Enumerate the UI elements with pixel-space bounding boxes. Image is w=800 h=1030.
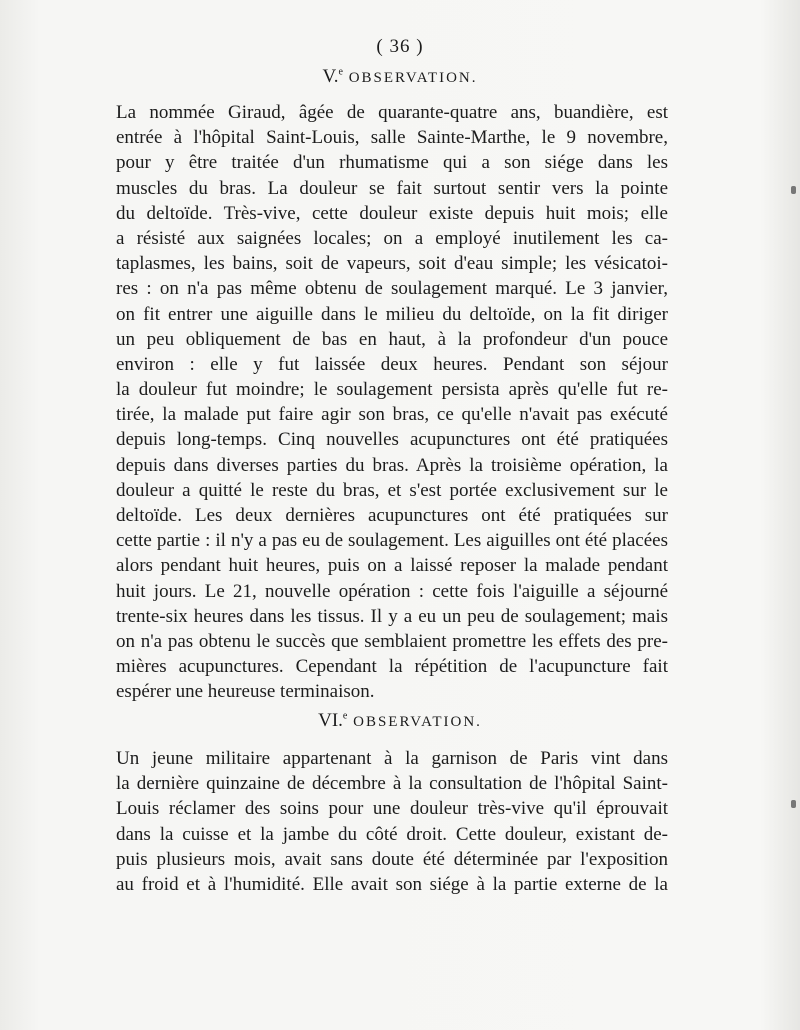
text-line: la dernière quinzaine de décembre à la consultation de l'hôpital Saint- — [116, 773, 668, 795]
text-line: alors pendant huit heures, puis on a laissé reposer la malade pendant — [116, 555, 668, 577]
text-line: entrée à l'hôpital Saint-Louis, salle Sainte-Marthe, le 9 novembre, — [116, 127, 668, 149]
text-line: tirée, la malade put faire agir son bras, ce qu'elle n'avait pas exécuté — [116, 404, 668, 426]
text-line: trente-six heures dans les tissus. Il y a eu un peu de soulagement; mais — [116, 605, 668, 627]
text-line: dans la cuisse et la jambe du côté droit. Cette douleur, existant de- — [116, 823, 668, 845]
text-line: cette partie : il n'y a pas eu de soulagement. Les aiguilles ont été placées — [116, 530, 668, 552]
page-edge-mark — [791, 186, 796, 194]
section-heading-vi — [0, 710, 800, 732]
page-edge-mark — [791, 800, 796, 808]
text-line: La nommée Giraud, âgée de quarante-quatre ans, buandière, est — [116, 102, 668, 123]
text-line: mières acupunctures. Cependant la répétition de l'acupuncture fait — [116, 656, 668, 678]
text-line: depuis long-temps. Cinq nouvelles acupunctures ont été pratiquées — [116, 429, 668, 451]
text-line: on n'a pas obtenu le succès que semblaient promettre les effets des pre- — [116, 630, 668, 652]
text-line: deltoïde. Les deux dernières acupunctures ont été pratiquées sur — [116, 505, 668, 526]
text-line: un peu obliquement de bas en haut, à la profondeur d'un pouce — [116, 328, 668, 350]
text-line: pour y être traitée d'un rhumatisme qui a son siége dans les — [116, 152, 668, 174]
observation-vi-text — [116, 746, 668, 897]
heading-number: VI.$^e$ — [318, 710, 348, 731]
text-line: a résisté aux saignées locales; on a employé inutilement les ca- — [116, 227, 668, 249]
observation-v-text — [116, 100, 668, 705]
text-line: Louis réclamer des soins pour une douleur très-vive qu'il éprouvait — [116, 798, 668, 820]
text-line: depuis dans diverses parties du bras. Après la troisième opération, la — [116, 454, 668, 476]
text-line: la douleur fut moindre; le soulagement persista après qu'elle fut re- — [116, 379, 668, 401]
section-heading-v — [0, 66, 800, 88]
text-line: environ : elle y fut laissée deux heures. Pendant son séjour — [116, 353, 668, 375]
text-line: espérer une heureuse terminaison. — [116, 681, 375, 703]
heading-title: OBSERVATION. — [348, 70, 478, 86]
text-line: au froid et à l'humidité. Elle avait son siége à la partie externe de la — [116, 873, 668, 895]
text-line: douleur a quitté le reste du bras, et s'est portée exclusivement sur le — [116, 479, 668, 501]
text-line: res : on n'a pas même obtenu de soulagement marqué. Le 3 janvier, — [116, 278, 668, 300]
text-line: du deltoïde. Très-vive, cette douleur existe depuis huit mois; elle — [116, 202, 668, 224]
text-line: on fit entrer une aiguille dans le milieu du deltoïde, on la fit diriger — [116, 303, 668, 325]
heading-number: V.$^e$ — [322, 66, 343, 87]
heading-title: OBSERVATION. — [353, 714, 482, 730]
text-line: puis plusieurs mois, avait sans doute été déterminée par l'exposition — [116, 848, 668, 870]
page-number: ( 36 ) — [376, 36, 424, 57]
text-line: taplasmes, les bains, soit de vapeurs, soit d'eau simple; les vésicatoi- — [116, 253, 668, 275]
text-line: huit jours. Le 21, nouvelle opération : cette fois l'aiguille a séjourné — [116, 580, 668, 602]
text-line: Un jeune militaire appartenant à la garnison de Paris vint dans — [116, 748, 668, 769]
text-line: muscles du bras. La douleur se fait surtout sentir vers la pointe — [116, 177, 668, 199]
